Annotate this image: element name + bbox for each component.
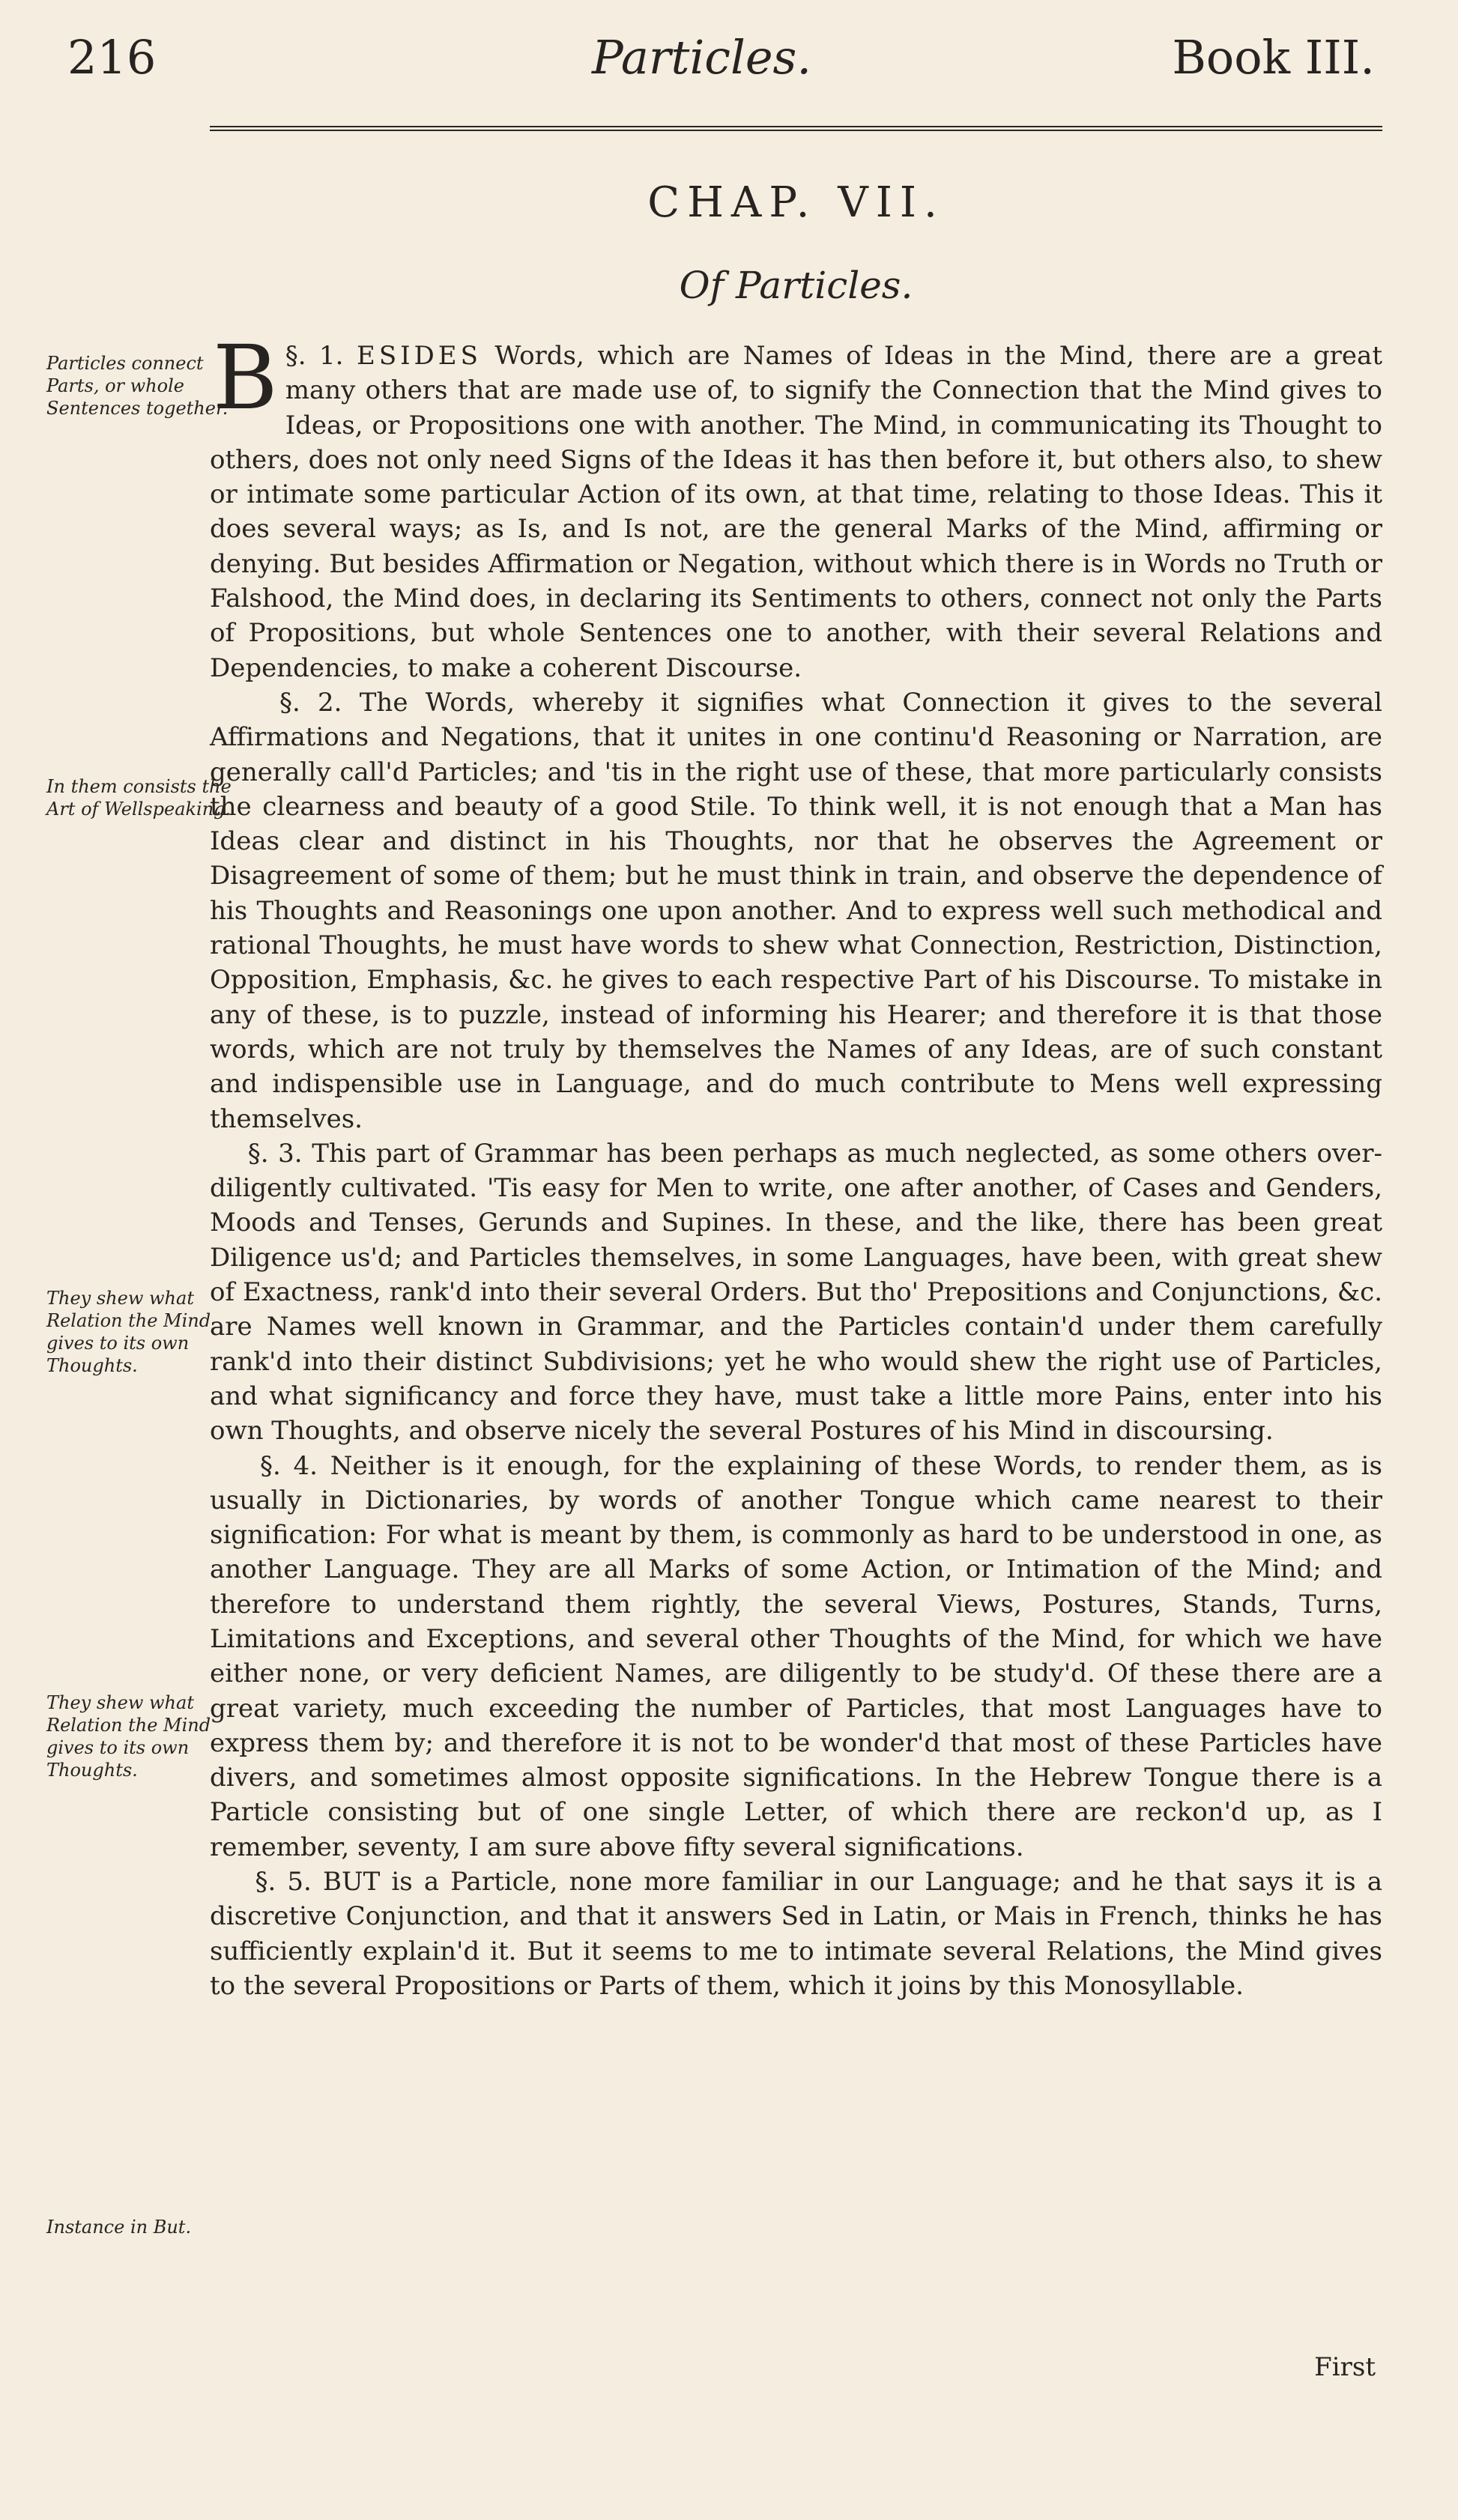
book-label: Book III. xyxy=(1172,30,1375,85)
section-number: §. 3. xyxy=(247,1138,303,1169)
running-title: Particles. xyxy=(592,30,812,85)
chapter-subtitle: Of Particles. xyxy=(679,264,913,307)
section-number: §. 4. xyxy=(259,1450,318,1481)
paragraph-2 xyxy=(210,685,1382,1136)
paragraph-text: BUT is a Particle, none more familiar in our Language; and he that says it is a discretive Conjunction, and that it answers Sed in Latin, or Mais in French, thinks he has sufficiently explain'd it. But it seems to me to intimate several Relations, the Mind gives to the several Propositions or Parts of them, which it joins by this Monosyllable. xyxy=(210,1867,1383,2001)
paragraph-text: This part of Grammar has been perhaps as much neglected, as some others over-diligently cultivated. 'Tis easy for Men to write, one after another, of Cases and Genders, Moods and Tenses, Gerunds and Supines. In these, and the like, there has been great Diligence us'd; and Particles themselves, in some Languages, have been, with great shew of Exactness, rank'd into their several Orders. But tho' Prepositions and Conjunctions, &c. are Names well known in Grammar, and the Particles contain'd under them carefully rank'd into their distinct Subdivisions; yet he who would shew the right use of Particles, and what significancy and force they have, must take a little more Pains, enter into his own Thoughts, and observe nicely the several Postures of his Mind in discoursing. xyxy=(210,1138,1382,1447)
paragraph-3 xyxy=(210,1136,1382,1449)
page-header xyxy=(67,30,1375,105)
section-number: §. 2. xyxy=(279,687,342,718)
section-number: §. 1. xyxy=(285,341,344,371)
margin-note-5: Instance in But. xyxy=(46,2217,192,2238)
opening-word: ESIDES xyxy=(357,341,482,371)
paragraph-text: The Words, whereby it signifies what Connection it gives to the several Affirmations and Negations, that it unites in one continu'd Reasoning or Narration, are generally call'd Particles; and 'tis in the right use of these, that more particularly consists the clearness and beauty of a good Stile. To think well, it is not enough that a Man has Ideas clear and distinct in his Thoughts, nor that he observes the Agreement or Disagreement of some of them; but he must think in train, and observe the dependence of his Thoughts and Reasonings one upon another. And to express well such methodical and rational Thoughts, he must have words to shew what Connection, Restriction, Distinction, Opposition, Emphasis, &c. he gives to each respective Part of his Discourse. To mistake in any of these, is to puzzle, instead of informing his Hearer; and therefore it is that those words, which are not truly by themselves the Names of any Ideas, are of such constant and indispensible use in Language, and do much contribute to Mens well expressing themselves. xyxy=(210,687,1382,1134)
paragraph-4 xyxy=(210,1449,1382,1865)
section-number: §. 5. xyxy=(255,1867,312,1897)
main-text xyxy=(210,326,1383,2003)
paragraph-5 xyxy=(210,1865,1382,2003)
margin-note-3: They shew what Relation the Mind gives to its own Thoughts. xyxy=(46,1288,211,1376)
margin-note-2: In them consists the Art of Wellspeaking. xyxy=(46,776,232,820)
margin-note-4: They shew what Relation the Mind gives to its own Thoughts. xyxy=(46,1692,211,1781)
margin-note-1: Particles connect Parts, or whole Sentences together. xyxy=(46,353,229,419)
paragraph-text: Words, which are Names of Ideas in the Mind, there are a great many others that are made use of, to signify the Connection that the Mind gives to Ideas, or Propositions one with another. The Mind, in communicating its Thought to others, does not only need Signs of the Ideas it has then before it, but others also, to shew or intimate some particular Action of its own, at that time, relating to those Ideas. This it does several ways; as Is, and Is not, are the general Marks of the Mind, affirming or denying. But besides Affirmation or Negation, without which there is in Words no Truth or Falshood, the Mind does, in declaring its Sentiments to others, connect not only the Parts of Propositions, but whole Sentences one to another, with their several Relations and Dependencies, to make a coherent Discourse. xyxy=(210,341,1382,683)
drop-cap: B xyxy=(213,326,278,429)
catchword: First xyxy=(1314,2352,1376,2382)
paragraph-1 xyxy=(210,326,1382,685)
paragraph-text: Neither is it enough, for the explaining of these Words, to render them, as is usually in Dictionaries, by words of another Tongue which came nearest to their signification: For what is meant by them, is commonly as hard to be understood in one, as another Language. They are all Marks of some Action, or Intimation of the Mind; and therefore to understand them rightly, the several Views, Postures, Stands, Turns, Limitations and Exceptions, and several other Thoughts of the Mind, for which we have either none, or very deficient Names, are diligently to be study'd. Of these there are a great variety, much exceeding the number of Particles, that most Languages have to express them by; and therefore it is not to be wonder'd that most of these Particles have divers, and sometimes almost opposite significations. In the Hebrew Tongue there is a Particle consisting but of one single Letter, of which there are reckon'd up, as I remember, seventy, I am sure above fifty several significations. xyxy=(210,1450,1382,1862)
chapter-heading: CHAP. VII. xyxy=(647,178,945,227)
page-number: 216 xyxy=(67,30,157,85)
header-rule xyxy=(210,126,1382,131)
